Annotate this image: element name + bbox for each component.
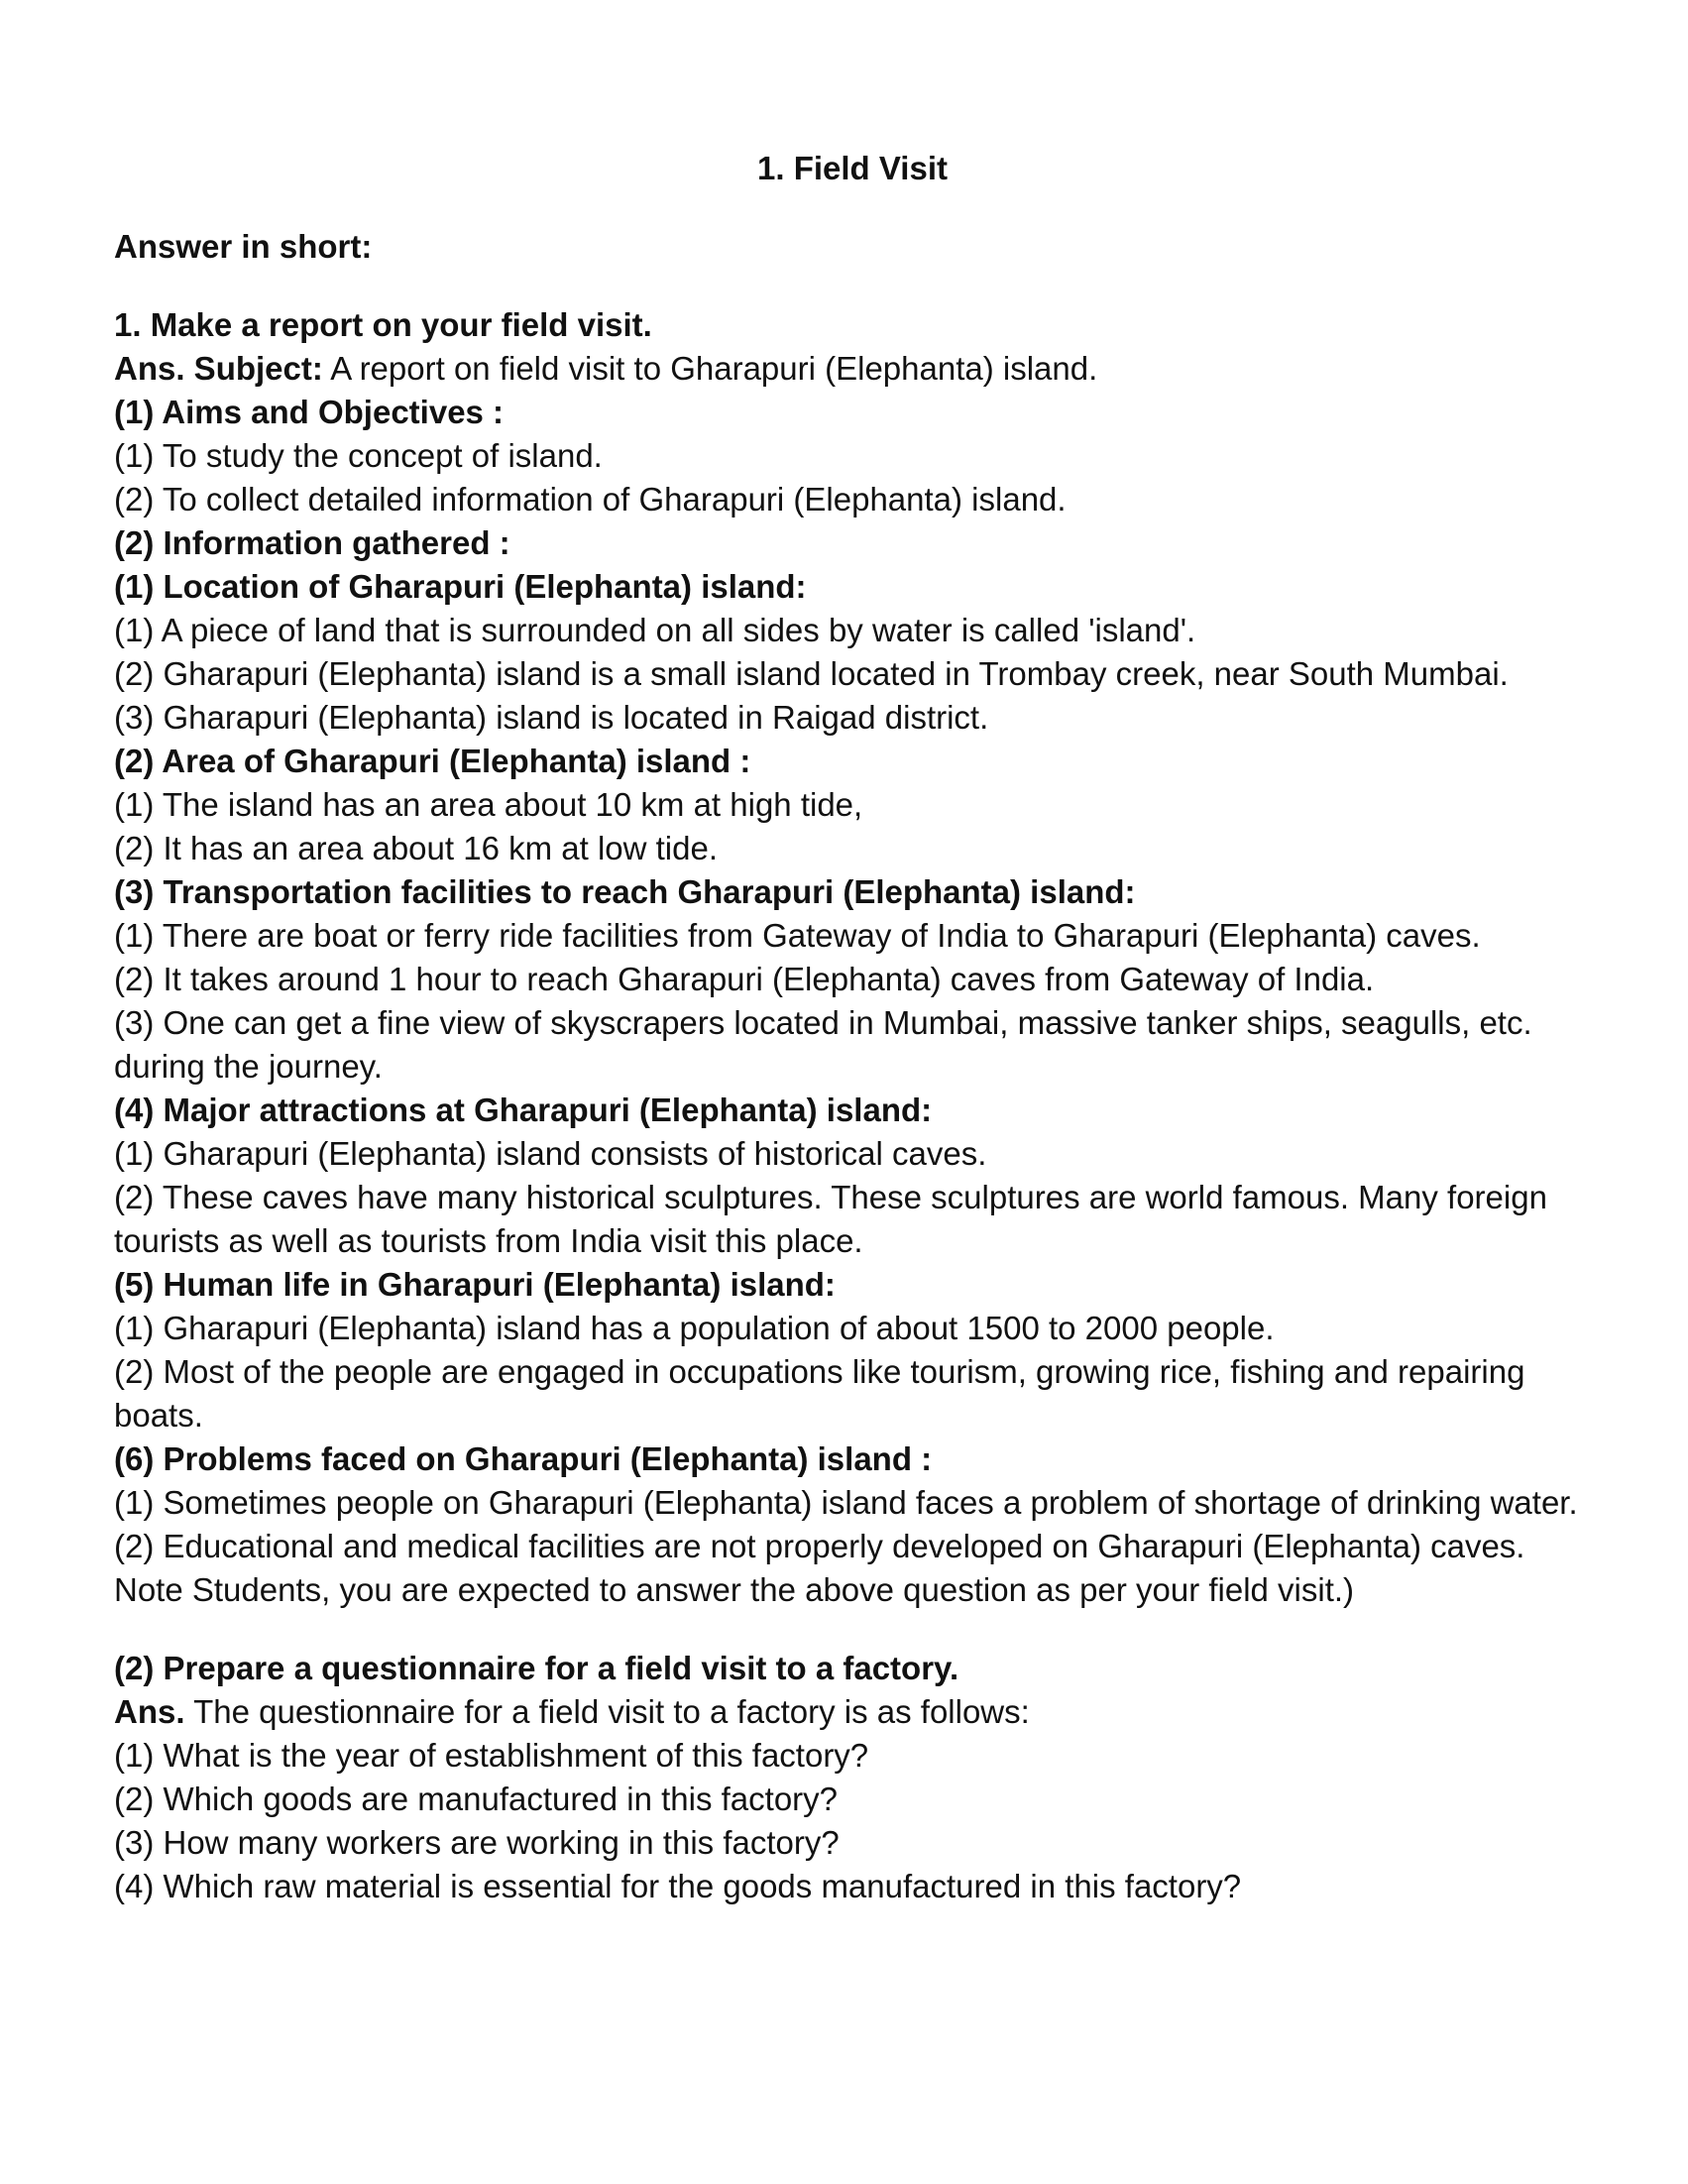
answer-label: Ans. xyxy=(114,1693,185,1730)
human-life-item: (1) Gharapuri (Elephanta) island has a population of about 1500 to 2000 people. xyxy=(114,1310,1275,1346)
location-item: (3) Gharapuri (Elephanta) island is located in Raigad district. xyxy=(114,699,989,736)
aim-item: (1) To study the concept of island. xyxy=(114,437,603,474)
questionnaire-item: (3) How many workers are working in this factory? xyxy=(114,1824,840,1861)
answer-label: Ans. Subject: xyxy=(114,350,323,387)
questionnaire-item: (1) What is the year of establishment of this factory? xyxy=(114,1737,869,1774)
area-item: (2) It has an area about 16 km at low tide. xyxy=(114,830,719,866)
info-heading: (2) Information gathered : xyxy=(114,524,510,561)
questionnaire-item: (4) Which raw material is essential for the goods manufactured in this factory? xyxy=(114,1868,1242,1904)
page-title: 1. Field Visit xyxy=(757,150,948,186)
answer-text: A report on field visit to Gharapuri (Elephanta) island. xyxy=(322,350,1098,387)
section-heading: Answer in short: xyxy=(114,228,373,265)
problems-heading: (6) Problems faced on Gharapuri (Elephanta) island : xyxy=(114,1440,933,1477)
location-item: (1) A piece of land that is surrounded on all sides by water is called 'island'. xyxy=(114,612,1196,648)
human-life-heading: (5) Human life in Gharapuri (Elephanta) island: xyxy=(114,1266,836,1303)
document-page xyxy=(114,147,1591,1908)
area-item: (1) The island has an area about 10 km at high tide, xyxy=(114,786,863,823)
transport-item: (1) There are boat or ferry ride facilities from Gateway of India to Gharapuri (Elephanta) caves. xyxy=(114,917,1481,954)
location-heading: (1) Location of Gharapuri (Elephanta) island: xyxy=(114,568,807,605)
attractions-heading: (4) Major attractions at Gharapuri (Elephanta) island: xyxy=(114,1092,933,1128)
human-life-item: (2) Most of the people are engaged in occupations like tourism, growing rice, fishing and repairing boats. xyxy=(114,1353,1525,1434)
problem-item: (2) Educational and medical facilities are not properly developed on Gharapuri (Elephanta) caves. xyxy=(114,1528,1525,1564)
attraction-item: (2) These caves have many historical sculptures. These sculptures are world famous. Many foreign tourists as well as tourists from India visit this place. xyxy=(114,1179,1547,1259)
area-heading: (2) Area of Gharapuri (Elephanta) island : xyxy=(114,743,751,779)
problem-item: (1) Sometimes people on Gharapuri (Elephanta) island faces a problem of shortage of drinking water. xyxy=(114,1484,1578,1521)
aims-heading: (1) Aims and Objectives : xyxy=(114,394,505,430)
answer-2-intro xyxy=(114,1690,1591,1734)
aim-item: (2) To collect detailed information of Gharapuri (Elephanta) island. xyxy=(114,481,1067,517)
transport-item: (3) One can get a fine view of skyscrapers located in Mumbai, massive tanker ships, seagulls, etc. during the journey. xyxy=(114,1004,1532,1085)
note: Note Students, you are expected to answer the above question as per your field visit.) xyxy=(114,1571,1355,1608)
transport-heading: (3) Transportation facilities to reach Gharapuri (Elephanta) island: xyxy=(114,873,1136,910)
location-item: (2) Gharapuri (Elephanta) island is a small island located in Trombay creek, near South Mumbai. xyxy=(114,655,1509,692)
attraction-item: (1) Gharapuri (Elephanta) island consists of historical caves. xyxy=(114,1135,987,1172)
answer-text: The questionnaire for a field visit to a factory is as follows: xyxy=(184,1693,1030,1730)
answer-1-subject xyxy=(114,347,1591,391)
transport-item: (2) It takes around 1 hour to reach Gharapuri (Elephanta) caves from Gateway of India. xyxy=(114,961,1375,997)
question-2: (2) Prepare a questionnaire for a field visit to a factory. xyxy=(114,1650,959,1686)
question-1: 1. Make a report on your field visit. xyxy=(114,306,652,343)
questionnaire-item: (2) Which goods are manufactured in this factory? xyxy=(114,1781,839,1817)
